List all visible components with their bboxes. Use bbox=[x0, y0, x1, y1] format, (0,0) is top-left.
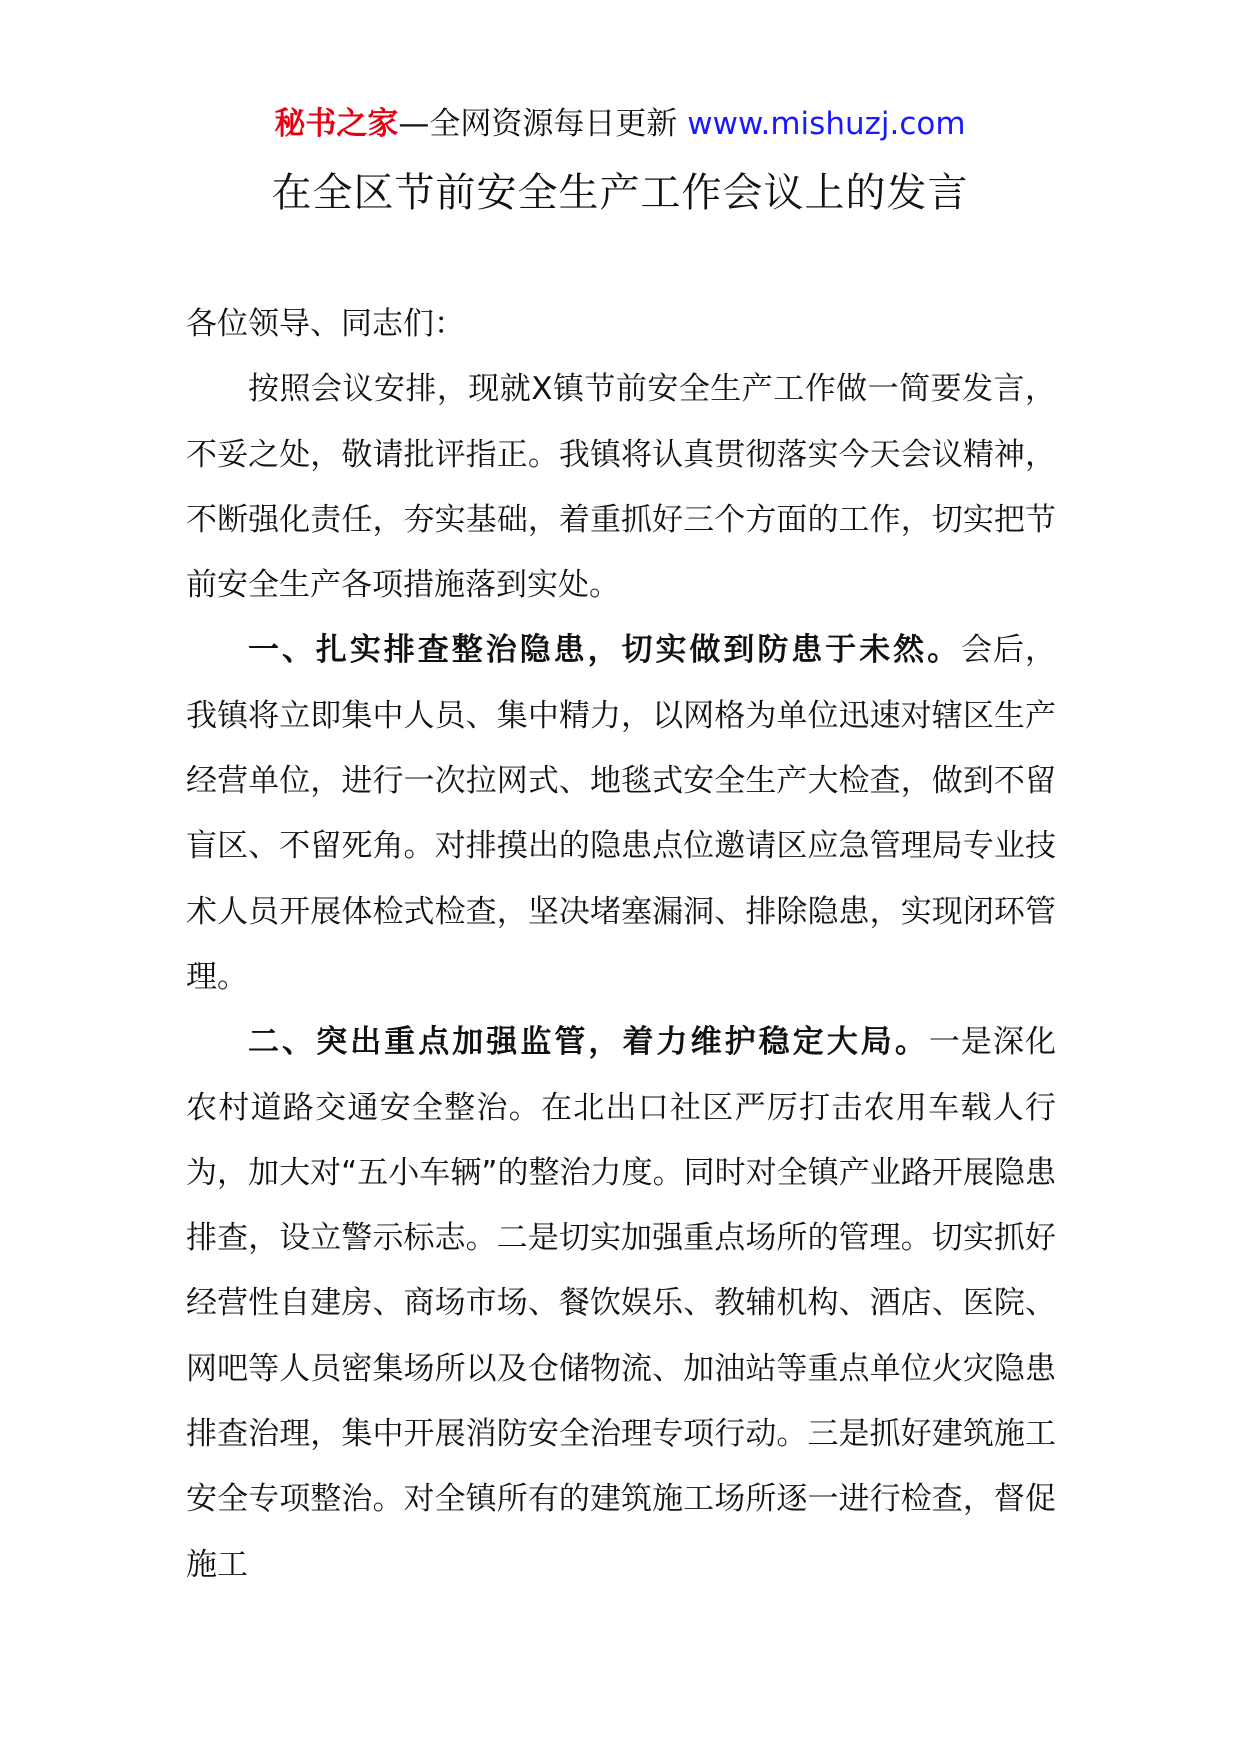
section-two-paragraph bbox=[186, 1010, 1056, 1598]
document-title: 在全区节前安全生产工作会议上的发言 bbox=[271, 170, 969, 216]
salutation: 各位领导、同志们： bbox=[186, 306, 465, 342]
site-url-link[interactable]: www.mishuzj.com bbox=[687, 106, 966, 142]
intro-paragraph: 按照会议安排，现就X镇节前安全生产工作做一简要发言，不妥之处，敬请批评指正。我镇将认真贯彻落实今天会议精神，不断强化责任，夯实基础，着重抓好三个方面的工作，切实把节前安全生产各项措施落到实处。 bbox=[186, 371, 1056, 604]
section-one-heading: 一、扎实排查整治隐患，切实做到防患于未然。 bbox=[248, 632, 962, 669]
section-two-text: 一是深化农村道路交通安全整治。在北出口社区严厉打击农用车载人行为，加大对“五小车辆”的整治力度。同时对全镇产业路开展隐患排查，设立警示标志。二是切实加强重点场所的管理。切实抓好经营性自建房、商场市场、餐饮娱乐、教辅机构、酒店、医院、网吧等人员密集场所以及仓储物流、加油站等重点单位火灾隐患排查治理，集中开展消防安全治理专项行动。三是抓好建筑施工安全专项整治。对全镇所有的建筑施工场所逐一进行检查，督促施工 bbox=[186, 1024, 1057, 1583]
document-body bbox=[186, 292, 1056, 1598]
site-header bbox=[0, 102, 1240, 146]
section-one-paragraph bbox=[186, 618, 1056, 1010]
site-tagline: —全网资源每日更新 bbox=[398, 106, 688, 142]
section-one-text: 会后，我镇将立即集中人员、集中精力，以网格为单位迅速对辖区生产经营单位，进行一次拉网式、地毯式安全生产大检查，做到不留盲区、不留死角。对排摸出的隐患点位邀请区应急管理局专业技术人员开展体检式检查，坚决堵塞漏洞、排除隐患，实现闭环管理。 bbox=[186, 632, 1057, 995]
section-two-heading: 二、突出重点加强监管，着力维护稳定大局。 bbox=[248, 1024, 929, 1061]
brand-name: 秘书之家 bbox=[274, 106, 399, 142]
